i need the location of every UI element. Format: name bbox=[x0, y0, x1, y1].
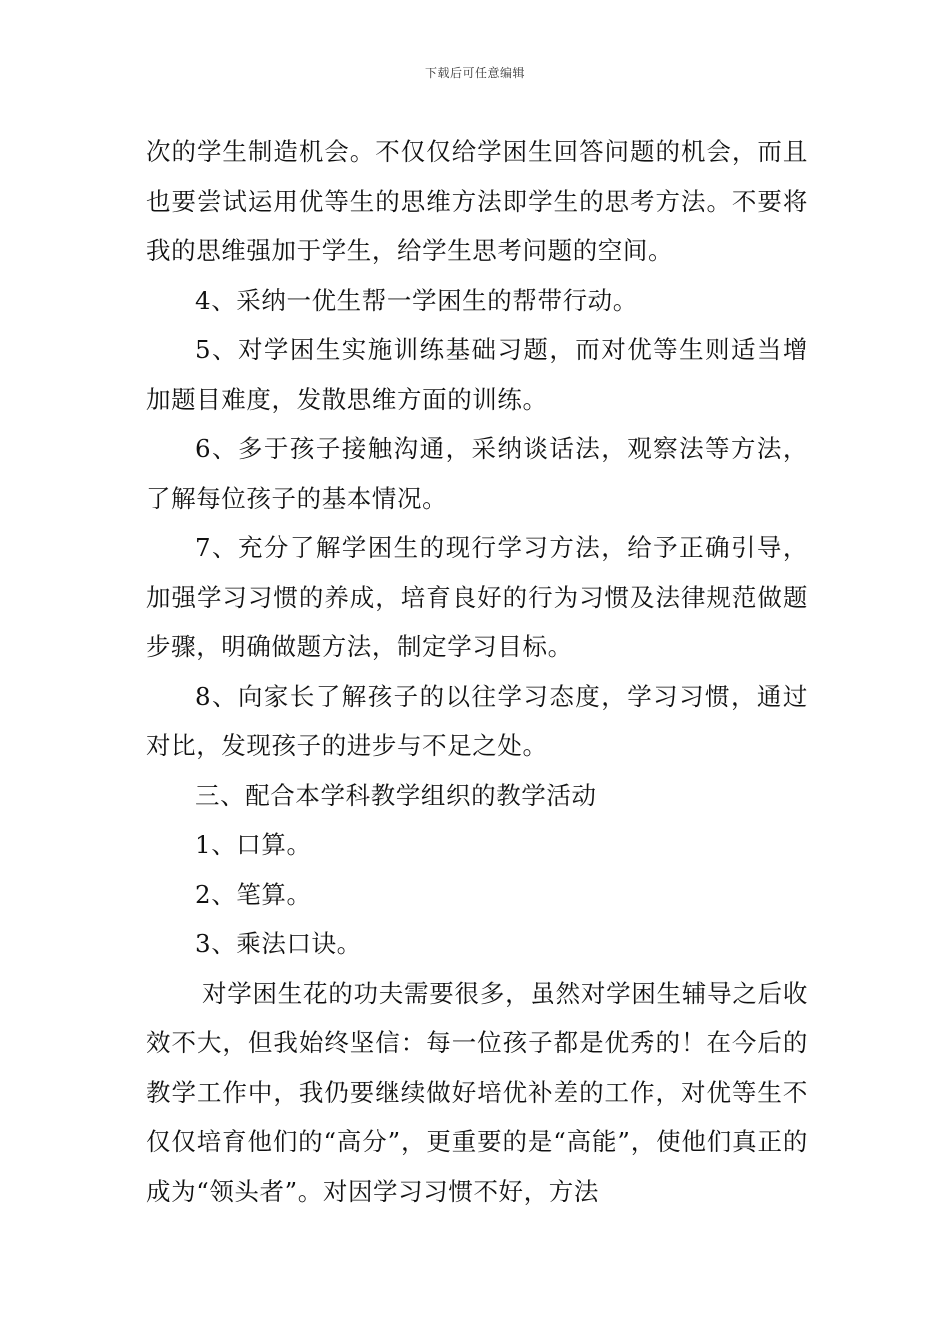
list-item-7: 7、充分了解学困生的现行学习方法，给予正确引导，加强学习习惯的养成，培育良好的行为习惯及法律规范做题步骤，明确做题方法，制定学习目标。 bbox=[146, 533, 808, 661]
activity-item-3: 3、乘法口诀。 bbox=[195, 929, 362, 958]
page-header: 下载后可任意编辑 bbox=[424, 66, 525, 80]
list-item-5: 5、对学困生实施训练基础习题，而对优等生则适当增加题目难度，发散思维方面的训练。 bbox=[146, 335, 808, 414]
list-item-8: 8、向家长了解孩子的以往学习态度，学习习惯，通过对比，发现孩子的进步与不足之处。 bbox=[146, 681, 808, 760]
activity-item-2: 2、笔算。 bbox=[195, 879, 312, 909]
closing-paragraph: 对学困生花的功夫需要很多，虽然对学困生辅导之后收效不大，但我始终坚信：每一位孩子都是优秀的！在今后的教学工作中，我仍要继续做好培优补差的工作，对优等生不仅仅培育他们的“高分”，更重要的是“高能”，使他们真正的成为“领头者”。对因学习习惯不好，方法 bbox=[146, 978, 808, 1206]
list-item-6: 6、多于孩子接触沟通，采纳谈话法，观察法等方法，了解每位孩子的基本情况。 bbox=[146, 434, 808, 513]
paragraph-continuation: 次的学生制造机会。不仅仅给学困生回答问题的机会，而且也要尝试运用优等生的思维方法即学生的思考方法。不要将我的思维强加于学生，给学生思考问题的空间。 bbox=[146, 137, 808, 265]
list-item-4: 4、采纳一优生帮一学困生的帮带行动。 bbox=[195, 285, 638, 315]
document-body bbox=[146, 127, 808, 1216]
section-heading-3: 三、配合本学科教学组织的教学活动 bbox=[195, 780, 597, 810]
activity-item-1: 1、口算。 bbox=[195, 830, 312, 859]
